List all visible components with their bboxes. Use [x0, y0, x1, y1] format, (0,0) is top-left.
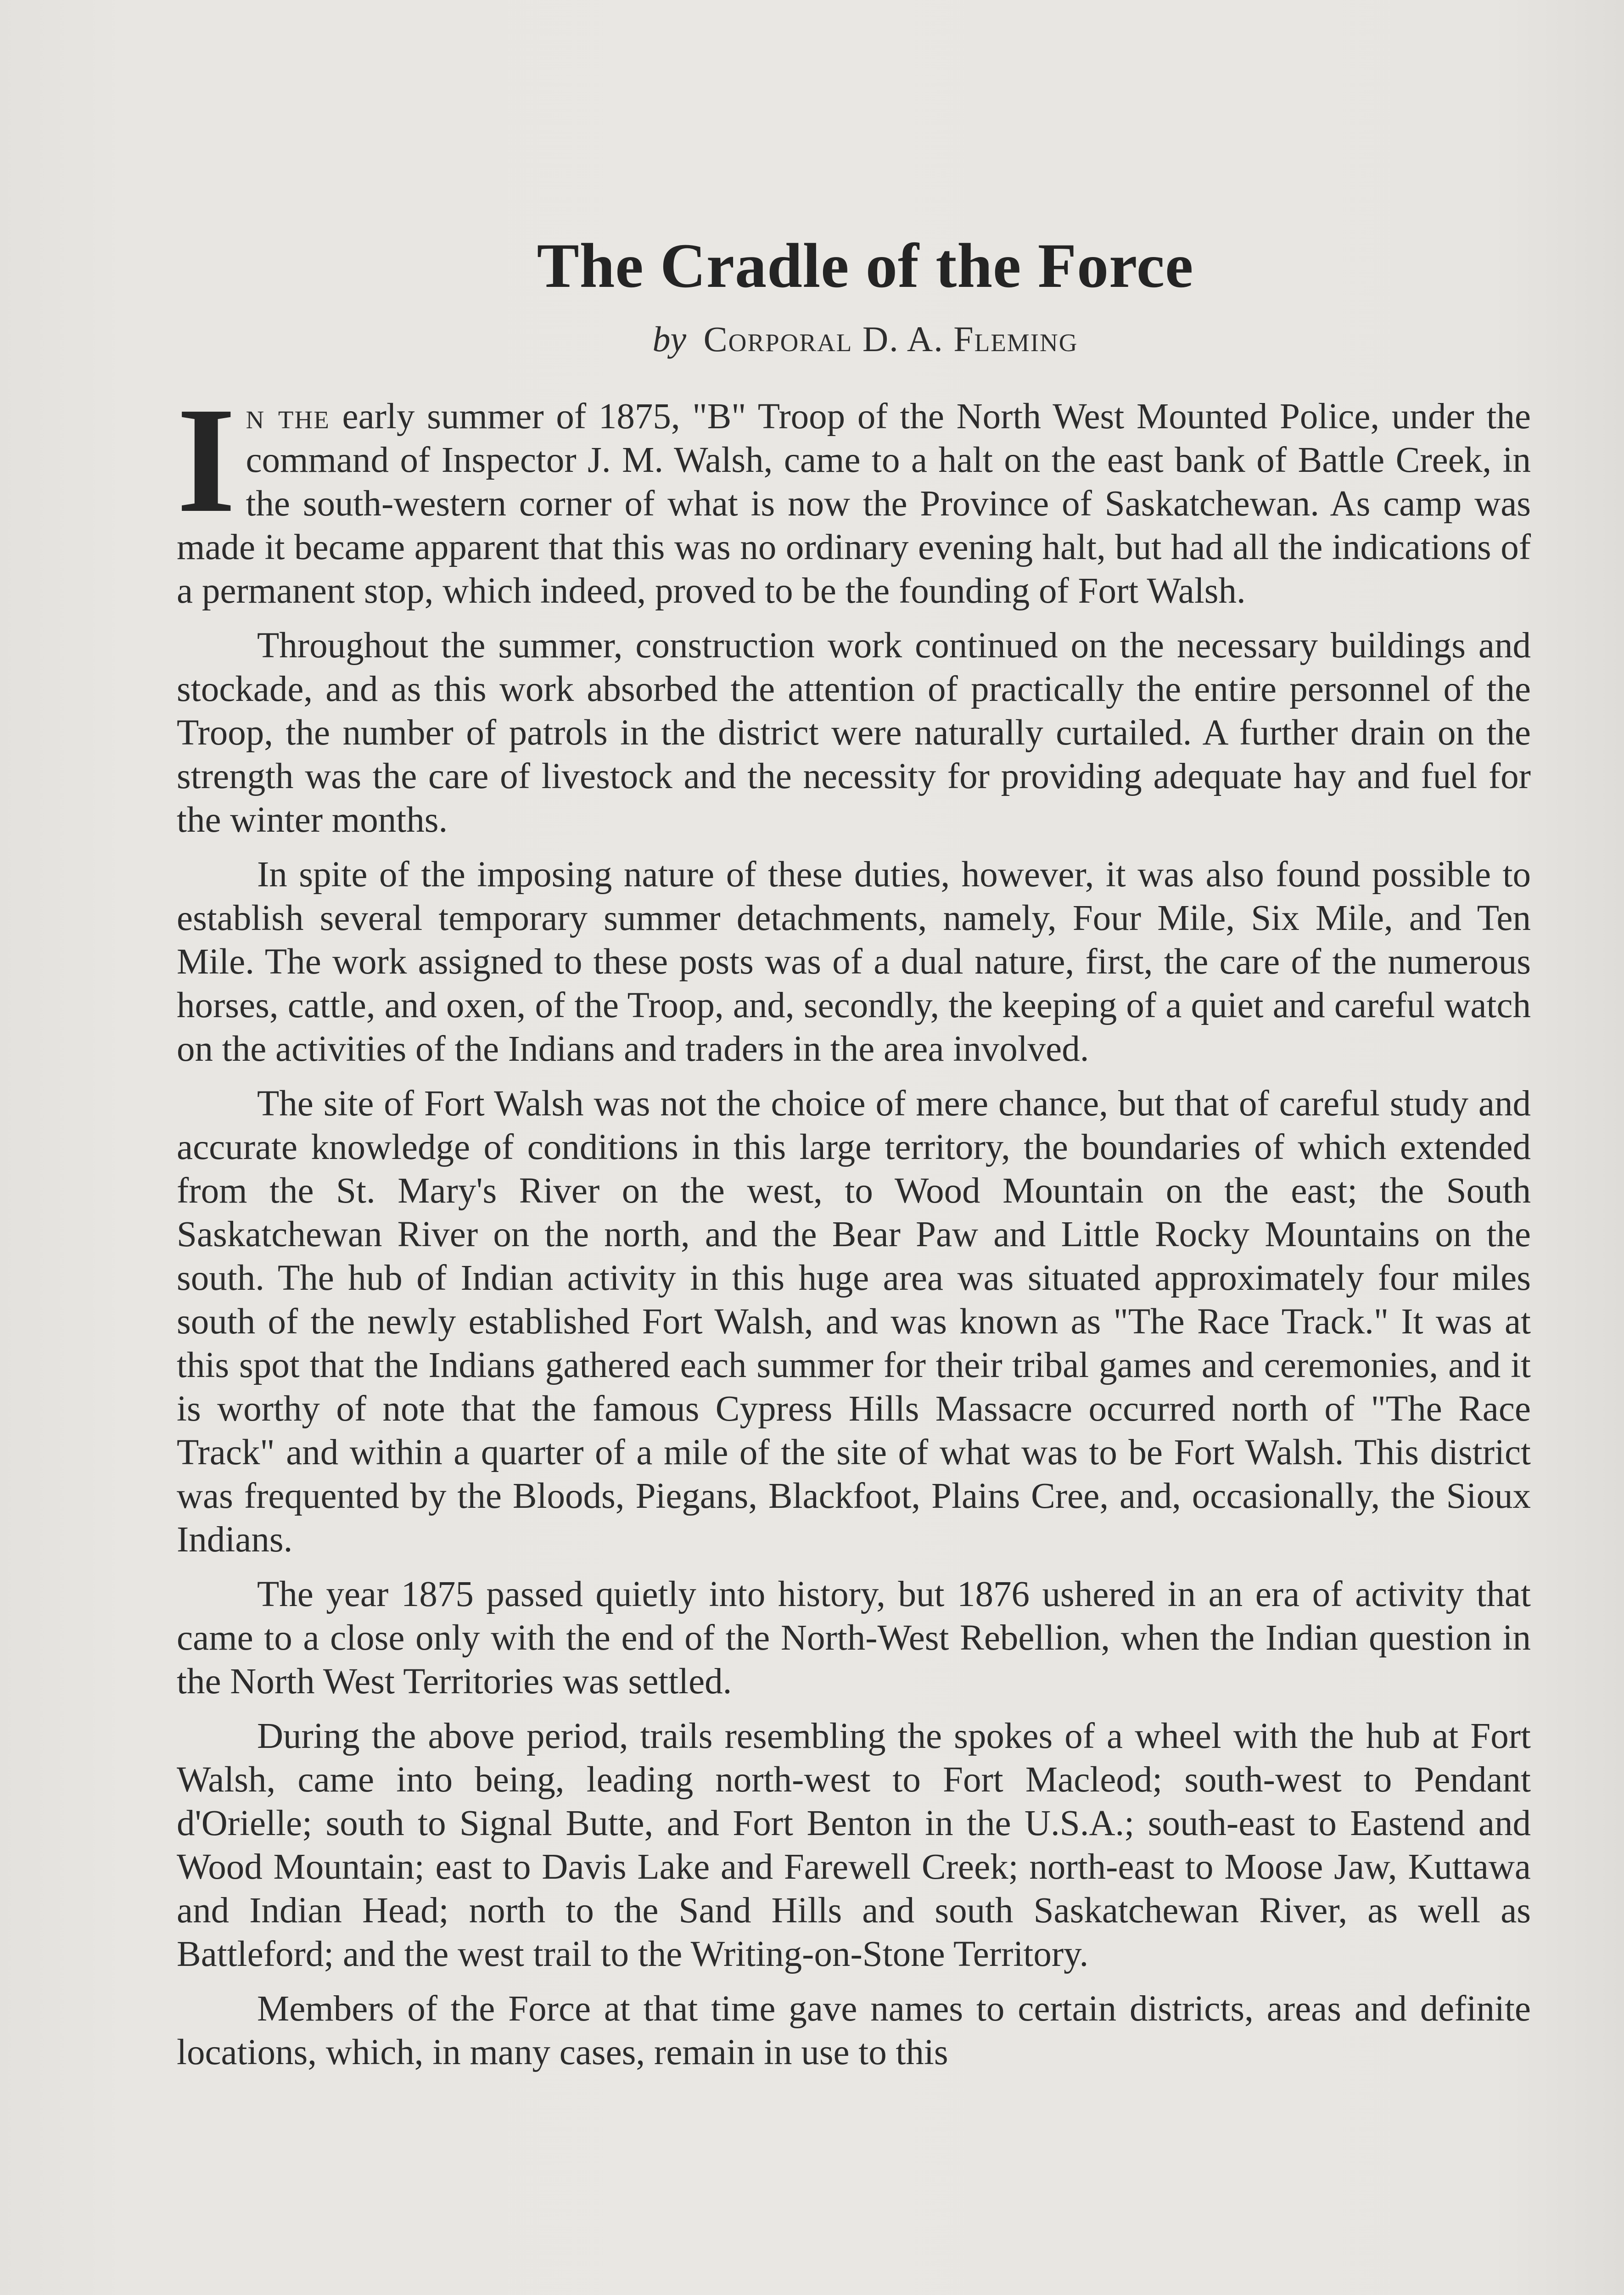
paragraph-6: During the above period, trails resembling the spokes of a wheel with the hub at Fort Walsh, came into being, leading north-west to Fort Macleod; south-west to Pendant d'Orielle; south to Signal Butte, and Fort Benton in the U.S.A.; south-east to Eastend and Wood Mountain; east to Davis Lake and Farewell Creek; north-east to Moose Jaw, Kuttawa and Indian Head; north to the Sand Hills and south Saskatchewan River, as well as Battleford; and the west trail to the Writing-on-Stone Territory. [177, 1716, 1531, 1974]
lead-in: n the [246, 397, 330, 437]
drop-cap: I [177, 376, 236, 544]
paragraph-5: The year 1875 passed quietly into history, but 1876 ushered in an era of activity that came to a close only with the end of the North-West Rebellion, when the Indian question in the North West Territories was settled. [177, 1574, 1531, 1702]
article-title: The Cradle of the Force [537, 230, 1194, 301]
byline-author: Corporal D. A. Fleming [703, 319, 1078, 359]
paragraph-2: Throughout the summer, construction work continued on the necessary buildings and stockade, and as this work absorbed the attention of practically the entire personnel of the Troop, the number of patrols in the district were naturally curtailed. A further drain on the strength was the care of livestock and the necessity for providing adequate hay and fuel for the winter months. [177, 626, 1531, 840]
byline-by: by [652, 319, 687, 359]
paragraph-4: The site of Fort Walsh was not the choice of mere chance, but that of careful study and accurate knowledge of conditions in this large territory, the boundaries of which extended from the St. Mary's River on the west, to Wood Mountain on the east; the South Saskatchewan River on the north, and the Bear Paw and Little Rocky Mountains on the south. The hub of Indian activity in this huge area was situated approximately four miles south of the newly established Fort Walsh, and was known as "The Race Track." It was at this spot that the Indians gathered each summer for their tribal games and ceremonies, and it is worthy of note that the famous Cypress Hills Massacre occurred north of "The Race Track" and within a quarter of a mile of the site of what was to be Fort Walsh. This district was frequented by the Bloods, Piegans, Blackfoot, Plains Cree, and, occasionally, the Sioux Indians. [177, 1084, 1531, 1560]
paragraph-3: In spite of the imposing nature of these duties, however, it was also found possible to establish several temporary summer detachments, namely, Four Mile, Six Mile, and Ten Mile. The work assigned to these posts was of a dual nature, first, the care of the numerous horses, cattle, and oxen, of the Troop, and, secondly, the keeping of a quiet and careful watch on the activities of the Indians and traders in the area involved. [177, 855, 1531, 1069]
article-body [177, 376, 1531, 2085]
paragraph-7: Members of the Force at that time gave names to certain districts, areas and definite locations, which, in many cases, remain in use to this [177, 1989, 1531, 2072]
paragraph-1 [177, 376, 1531, 613]
byline [177, 321, 1554, 357]
paragraph-1-text: early summer of 1875, "B" Troop of the North West Mounted Police, under the command of Inspector J. M. Walsh, came to a halt on the east bank of Battle Creek, in the south-western corner of what is now the Province of Saskatchewan. As camp was made it became apparent that this was no ordinary evening halt, but had all the indications of a permanent stop, which indeed, proved to be the founding of Fort Walsh. [177, 397, 1531, 611]
